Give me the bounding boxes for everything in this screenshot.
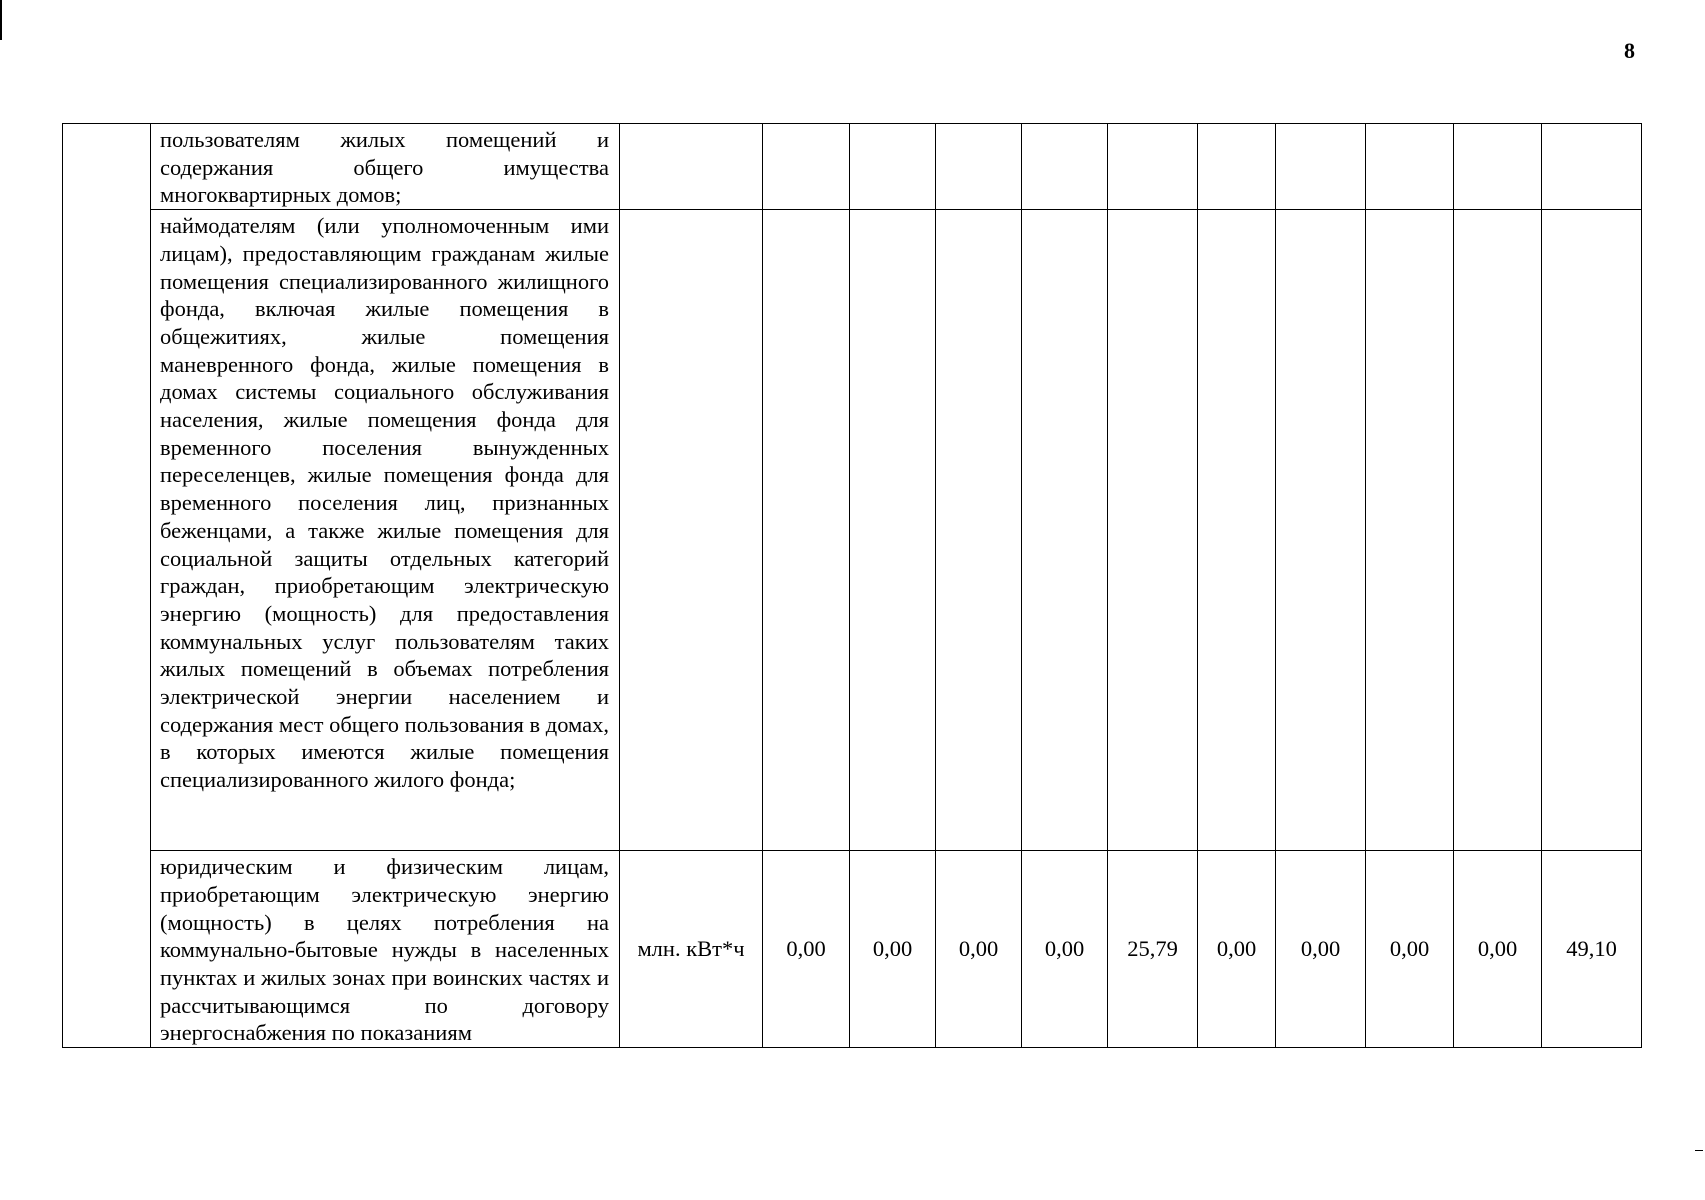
value-cell [1022,210,1108,851]
page-number: 8 [1624,38,1635,63]
value-cell [1108,124,1198,210]
value-cell: 0,00 [1022,851,1108,1048]
unit-cell: млн. кВт*ч [620,851,763,1048]
value-cell [1276,124,1366,210]
value-cell [850,124,936,210]
table-row [63,124,1642,210]
description-cell: пользователям жилых помещений и содержания общего имущества многоквартирных домов; [151,124,620,210]
description-cell: наймодателям (или уполномоченным ими лицам), предоставляющим гражданам жилые помещения специализированного жилищного фонда, включая жилые помещения в общежитиях, жилые помещения маневренного фонда, жилые помещения в домах системы социального обслуживания населения, жилые помещения фонда для временного поселения вынужденных переселенцев, жилые помещения фонда для временного поселения лиц, признанных беженцами, а также жилые помещения для социальной защиты отдельных категорий граждан, приобретающим электрическую энергию (мощность) для предоставления коммунальных услуг пользователям таких жилых помещений в объемах потребления электрической энергии населением и содержания мест общего пользования в домах, в которых имеются жилые помещения специализированного жилого фонда; [151,210,620,851]
value-cell [1454,124,1542,210]
value-cell: 0,00 [1454,851,1542,1048]
value-cell: 0,00 [763,851,850,1048]
value-cell [1276,210,1366,851]
unit-cell [620,124,763,210]
scan-edge-mark [0,0,2,40]
value-cell [936,210,1022,851]
value-cell [1198,210,1276,851]
value-cell: 25,79 [1108,851,1198,1048]
tariff-table [62,123,1642,1048]
value-cell: 0,00 [850,851,936,1048]
value-cell [850,210,936,851]
value-cell [763,210,850,851]
value-cell [1022,124,1108,210]
value-cell [936,124,1022,210]
value-cell [1454,210,1542,851]
value-cell [763,124,850,210]
value-cell: 0,00 [1366,851,1454,1048]
value-cell [1542,210,1642,851]
value-cell [1108,210,1198,851]
value-cell [1366,210,1454,851]
value-cell: 49,10 [1542,851,1642,1048]
value-cell: 0,00 [936,851,1022,1048]
value-cell: 0,00 [1198,851,1276,1048]
value-cell [1198,124,1276,210]
description-cell: юридическим и физическим лицам, приобретающим электрическую энергию (мощность) в целях потребления на коммунально-бытовые нужды в населенных пунктах и жилых зонах при воинских частях и рассчитывающимся по договору энергоснабжения по показаниям [151,851,620,1048]
table-row [63,210,1642,851]
scan-edge-mark [1695,1150,1703,1151]
value-cell: 0,00 [1276,851,1366,1048]
unit-cell [620,210,763,851]
value-cell [1542,124,1642,210]
table-row [63,851,1642,1048]
index-cell [63,124,151,1048]
value-cell [1366,124,1454,210]
